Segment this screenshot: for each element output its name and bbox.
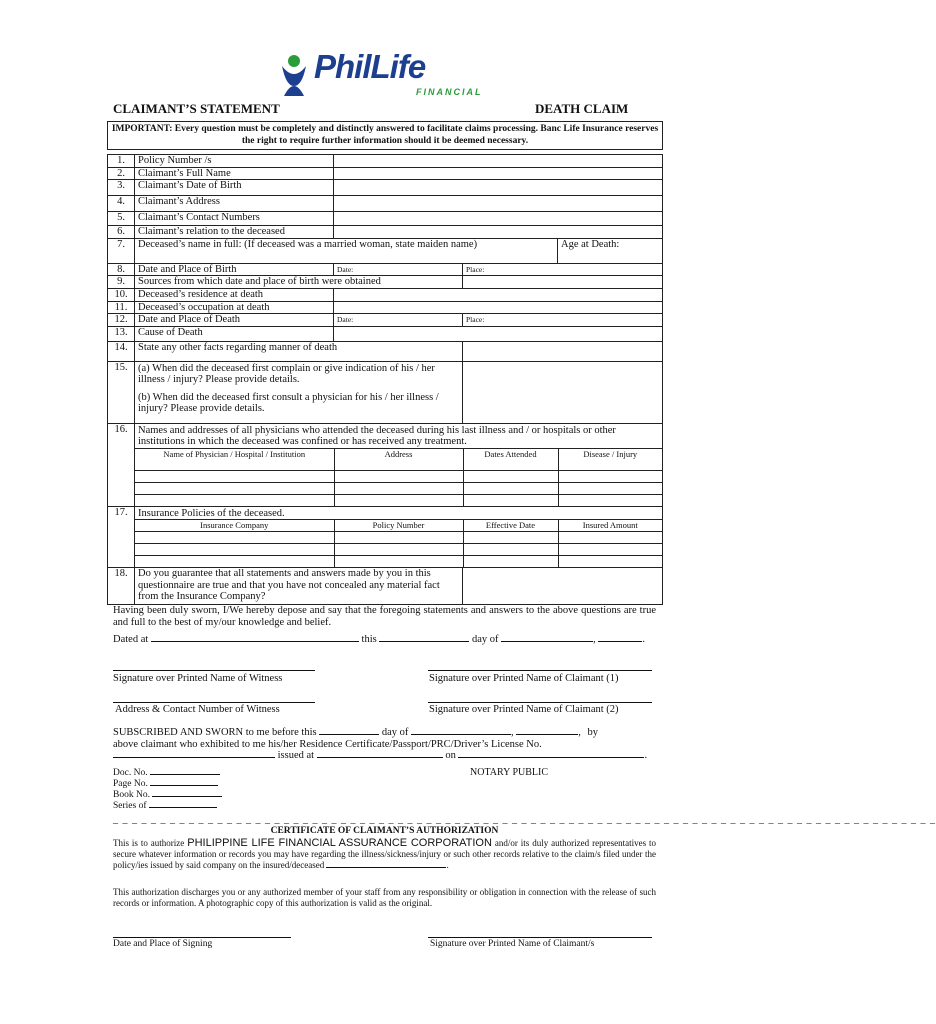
field-policy-number[interactable] (334, 155, 663, 168)
label-age-at-death[interactable]: Age at Death: (558, 238, 663, 263)
physician-cell[interactable] (135, 482, 334, 494)
claimant2-signature-label: Signature over Printed Name of Claimant (2) (429, 704, 619, 715)
witness-signature-label: Signature over Printed Name of Witness (113, 673, 283, 684)
logo-figure-icon (276, 52, 316, 100)
label-policies: Insurance Policies of the deceased. (138, 507, 285, 519)
dated-at-field[interactable] (151, 641, 359, 642)
label-birth-date-place: Date and Place of Birth (135, 263, 334, 276)
form-title: CLAIMANT’S STATEMENT (113, 101, 280, 116)
signing-place-line[interactable] (113, 937, 291, 938)
claimant1-signature-line[interactable] (428, 670, 652, 671)
logo-wordmark: PhilLife (314, 48, 426, 85)
label-cause-of-death: Cause of Death (135, 326, 334, 341)
label-claimant-dob: Claimant’s Date of Birth (135, 180, 334, 196)
issued-at-field[interactable] (317, 757, 443, 758)
license-number-field[interactable] (113, 757, 275, 758)
claimants-signature-line[interactable] (428, 937, 652, 938)
physician-cell[interactable] (135, 494, 334, 506)
field-death-date[interactable]: Date: (334, 314, 463, 327)
policies-table: Insurance Company Policy Number Effective Date Insured Amount (135, 519, 662, 567)
policy-cell[interactable] (135, 556, 334, 568)
policy-cell[interactable] (135, 532, 334, 544)
field-claimant-address[interactable] (334, 196, 663, 212)
subscribed-line-1: SUBSCRIBED AND SWORN to me before this day of , , by (113, 727, 599, 738)
label-physicians: Names and addresses of all physicians who attended the deceased during his last illness and / or hospitals or other institutions in which the deceased was confined or has received any treatment. (138, 424, 616, 447)
field-claimant-dob[interactable] (334, 180, 663, 196)
field-claimant-name[interactable] (334, 167, 663, 180)
label-policy-number: Policy Number /s (135, 155, 334, 168)
label-first-complaint: (a) When did the deceased first complain or give indication of his / her illness / injury? Please provide details. (b) When did the deceased first consult a physician for his / her illness / injury? Please provide details. (135, 361, 463, 423)
insured-deceased-field[interactable] (326, 867, 446, 868)
subscribed-line-3: issued at on . (113, 750, 658, 762)
claimant2-signature-line[interactable] (428, 702, 652, 703)
field-relation[interactable] (334, 226, 663, 239)
field-guarantee[interactable] (463, 568, 663, 605)
signing-place-label: Date and Place of Signing (113, 939, 213, 949)
label-other-facts: State any other facts regarding manner of death (135, 341, 463, 361)
certificate-paragraph-2: This authorization discharges you or any authorized member of your staff from any responsibility or obligation in connection with the release of such records or information. A photographic copy of this authorization is valid as the original. (113, 887, 656, 908)
important-notice: IMPORTANT: Every question must be completely and distinctly answered to facilitate claims processing. Banc Life Insurance reserves the right to require further information should it be deemed necessary. (108, 122, 663, 150)
field-birth-sources[interactable] (463, 276, 663, 289)
certificate-title: CERTIFICATE OF CLAIMANT’S AUTHORIZATION (270, 826, 499, 836)
field-birth-date[interactable]: Date: (334, 263, 463, 276)
field-cause-of-death[interactable] (334, 326, 663, 341)
logo-subtitle: FINANCIAL (416, 87, 483, 97)
field-contact-numbers[interactable] (334, 212, 663, 226)
field-death-place[interactable]: Place: (463, 314, 663, 327)
certificate-paragraph-1: This is to authorize PHILIPPINE LIFE FINANCIAL ASSURANCE CORPORATION and/or its duly authorized representatives to secure whatever information or records you may have regarding the illness/sickness/injury or such other records relative to the claim/s filed under the policy/ies issued by said company on the insured/deceased . (113, 837, 657, 870)
witness-address-label: Address & Contact Number of Witness (115, 704, 280, 715)
notary-public-label: NOTARY PUBLIC (470, 767, 549, 778)
policies-section (135, 506, 663, 568)
notary-details: Doc. No. Page No. Book No. Series of (113, 768, 222, 812)
label-guarantee: Do you guarantee that all statements and answers made by you in this questionnaire are true and that you have not concealed any material fact from the Insurance Company? (135, 568, 463, 605)
dated-line: Dated at this day of , . (113, 634, 645, 645)
label-claimant-name: Claimant’s Full Name (135, 167, 334, 180)
dated-this-field[interactable] (379, 641, 469, 642)
policy-cell[interactable] (135, 544, 334, 556)
field-first-complaint[interactable] (463, 361, 663, 423)
witness-signature-line[interactable] (113, 670, 315, 671)
label-contact-numbers: Claimant’s Contact Numbers (135, 212, 334, 226)
form-type: DEATH CLAIM (535, 101, 629, 116)
claim-form-table: IMPORTANT: Every question must be completely and distinctly answered to facilitate claims processing. Banc Life Insurance reserves the right to require further information should it be deemed necessary. 1. Policy Number /s 2. Claimant’s Full Name 3. Claimant’s Date of Birth 4. Claimant’s Address 5. Claimant’s Contact Numbers 6. Claimant’s relation to the deceased 7. Deceased’s name in full: (If deceased was a married woman, state maiden name) Age at Death: 8. Date and Place of Birth Date: Place: 9. Sources from which date and place of birth were obtained 10. Deceased’s residence at death 11. Deceased’s occupation at death 12. Date and Place of Death Date: Place: 13. Cause of Death 14. State any other facts regarding manner of death 15. (a) When did the deceased first complain or give indication of his / her illness / injury? Please provide details. (b) When did the deceased first consult a physician for his / her illness / injury? Please provide details. 16. Names and addresses of all physicians who attended the deceased during his last illness and / or hospitals or other institutions in which the deceased was confined or has received any treatment. Name of Physician / Hospital / Institution Address Dates Attended Disease / Injury 17. Insurance Policies of the deceased. Insurance Company Policy Number Effective Date Insured Amount 18. Do you guarantee that all statements and answers made by you in this questionnaire are true and that you have not concealed any material fact from the Insurance Company? (107, 121, 663, 605)
claimants-signature-label: Signature over Printed Name of Claimant/s (430, 939, 595, 949)
claimant1-signature-label: Signature over Printed Name of Claimant (1) (429, 673, 619, 684)
oath-text: Having been duly sworn, I/We hereby depose and say that the foregoing statements and answers to the above questions are true and full to the best of my/our knowledge and belief. (113, 605, 656, 628)
physician-cell[interactable] (135, 470, 334, 482)
label-relation: Claimant’s relation to the deceased (135, 226, 334, 239)
label-deceased-name: Deceased’s name in full: (If deceased was a married woman, state maiden name) (135, 238, 558, 263)
label-occupation: Deceased’s occupation at death (135, 301, 334, 314)
label-residence: Deceased’s residence at death (135, 289, 334, 302)
subscribed-line-2: above claimant who exhibited to me his/her Residence Certificate/Passport/PRC/Driver’s License No. (113, 739, 542, 750)
field-occupation[interactable] (334, 301, 663, 314)
physicians-section (135, 423, 663, 506)
cut-line-divider: _ _ _ _ _ _ _ _ _ _ _ _ _ _ _ _ _ _ _ _ _ _ _ _ _ _ _ _ _ _ _ _ _ _ _ _ _ _ _ _ _ _ _ _ _ _ _ _ _ _ _ _ _ _ _ _ _ _ _ _ _ _ _ _ _ _ _ _ _ _ _ _ _ _ _ _ _ _ _ _ _ _ _ _ _ _ _ (113, 814, 936, 825)
field-residence[interactable] (334, 289, 663, 302)
dated-year-field[interactable] (598, 641, 642, 642)
label-claimant-address: Claimant’s Address (135, 196, 334, 212)
label-death-date-place: Date and Place of Death (135, 314, 334, 327)
dated-month-field[interactable] (501, 641, 593, 642)
field-other-facts[interactable] (463, 341, 663, 361)
witness-address-line[interactable] (113, 702, 315, 703)
physicians-table: Name of Physician / Hospital / Institution Address Dates Attended Disease / Injury (135, 448, 662, 506)
label-birth-sources: Sources from which date and place of birth were obtained (135, 276, 463, 289)
field-birth-place[interactable]: Place: (463, 263, 663, 276)
issued-on-field[interactable] (458, 757, 644, 758)
philife-logo (276, 48, 494, 100)
